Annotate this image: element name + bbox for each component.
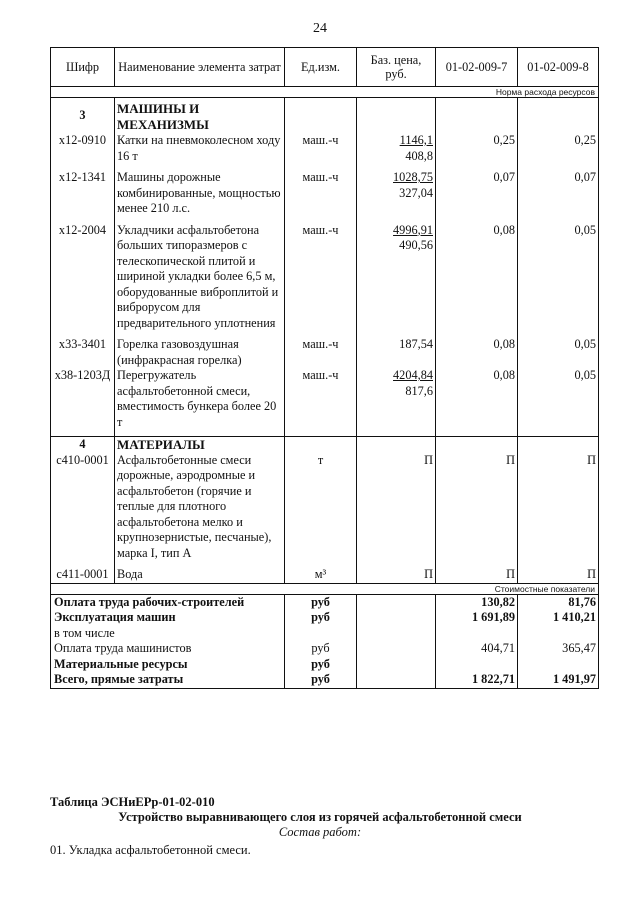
section-title: МАШИНЫ И МЕХАНИЗМЫ [115,98,285,134]
row-value-col1: 0,08 [436,223,518,332]
row-value-col2: П [518,567,599,583]
section-number: 3 [51,98,115,134]
row-price: 187,54 [357,337,436,368]
price-total: 4996,91 [393,222,433,237]
row-value-col2: 0,25 [518,133,599,164]
cost-unit: руб [285,672,357,688]
cost-row [51,641,599,657]
norm-band-label: Норма расхода ресурсов [51,87,599,98]
section-number: 4 [51,436,115,453]
cost-row [51,610,599,626]
row-code: х12-1341 [51,170,115,217]
cost-row [51,626,599,642]
row-unit: маш.-ч [285,170,357,217]
price-wage: 327,04 [399,185,433,200]
price-wage: 408,8 [405,148,433,163]
header-name: Наименование элемента затрат [115,48,285,87]
row-value-col1: 0,08 [436,337,518,368]
table-title: Таблица ЭСНиЕРр-01-02-010 [50,795,215,809]
row-code: х38-1203Д [51,368,115,430]
table-row [51,133,599,164]
cost-name: Всего, прямые затраты [51,672,285,688]
cost-value-col1 [436,657,518,673]
table-row [51,368,599,430]
cost-value-col1: 130,82 [436,594,518,610]
row-value-col1: 0,07 [436,170,518,217]
row-price: П [357,453,436,562]
price-total: 4204,84 [393,368,433,382]
row-unit: маш.-ч [285,337,357,368]
cost-name: Оплата труда машинистов [51,641,285,657]
row-value-col1: 0,25 [436,133,518,164]
cost-row [51,672,599,688]
cost-value-col1: 404,71 [436,641,518,657]
table-header-row [51,48,599,87]
cost-value-col1: 1 822,71 [436,672,518,688]
cost-band-row [51,583,599,594]
table-row [51,453,599,562]
cost-name: Материальные ресурсы [51,657,285,673]
cost-unit: руб [285,657,357,673]
row-price [357,170,436,217]
row-value-col2: П [518,453,599,562]
cost-row [51,657,599,673]
price-wage: 490,56 [399,238,433,252]
row-code: с411-0001 [51,567,115,583]
header-price: Баз. цена, руб. [357,48,436,87]
row-name: Машины дорожные комбинированные, мощностью менее 210 л.с. [115,170,285,217]
cost-unit: руб [285,610,357,626]
header-unit: Ед.изм. [285,48,357,87]
cost-unit: руб [285,641,357,657]
row-price [357,133,436,164]
cost-band-label: Стоимостные показатели [51,583,599,594]
row-unit: маш.-ч [285,223,357,332]
section-title: МАТЕРИАЛЫ [115,436,285,453]
price-total: 1146,1 [399,133,433,147]
row-value-col2: 0,05 [518,337,599,368]
header-col1: 01-02-009-7 [436,48,518,87]
cost-value-col2: 81,76 [518,594,599,610]
row-price [357,368,436,430]
price-wage: 817,6 [405,383,433,398]
row-code: х12-2004 [51,223,115,332]
section-header-row [51,98,599,134]
cost-name: в том числе [51,626,285,642]
row-name: Перегружатель асфальтобетонной смеси, вместимость бункера более 20 т [115,368,285,430]
row-code: х33-3401 [51,337,115,368]
row-unit: м³ [285,567,357,583]
row-value-col1: П [436,567,518,583]
row-name: Катки на пневмоколесном ходу 16 т [115,133,285,164]
cost-value-col1: 1 691,89 [436,610,518,626]
cost-value-col2: 365,47 [518,641,599,657]
row-name: Асфальтобетонные смеси дорожные, аэродромные и асфальтобетон (горячие и теплые для плотного асфальтобетона мелко и крупнозернистые, песчаные), марка I, тип А [115,453,285,562]
row-price: П [357,567,436,583]
table-row [51,337,599,368]
norm-band-row [51,87,599,98]
work-item: 01. Укладка асфальтобетонной смеси. [50,843,251,857]
row-price [357,223,436,332]
row-unit: маш.-ч [285,133,357,164]
row-value-col2: 0,07 [518,170,599,217]
header-col2: 01-02-009-8 [518,48,599,87]
row-unit: т [285,453,357,562]
row-value-col1: П [436,453,518,562]
page-number: 24 [313,21,327,36]
table-subtitle: Устройство выравнивающего слоя из горячей асфальтобетонной смеси [118,810,522,824]
header-code: Шифр [51,48,115,87]
cost-value-col2: 1 491,97 [518,672,599,688]
row-value-col2: 0,05 [518,368,599,430]
row-value-col1: 0,08 [436,368,518,430]
cost-value-col2 [518,657,599,673]
row-name: Вода [115,567,285,583]
row-value-col2: 0,05 [518,223,599,332]
cost-unit: руб [285,594,357,610]
table-row [51,567,599,583]
cost-name: Эксплуатация машин [51,610,285,626]
row-code: х12-0910 [51,133,115,164]
cost-row [51,594,599,610]
price-total: 1028,75 [393,170,433,184]
row-name: Укладчики асфальтобетона больших типоразмеров с телескопической плитой и шириной укладки более 6,5 м, оборудованные виброплитой и виброрусом для предварительного уплотнения [115,223,285,332]
table-row [51,170,599,217]
row-unit: маш.-ч [285,368,357,430]
cost-name: Оплата труда рабочих-строителей [51,594,285,610]
cost-value-col2: 1 410,21 [518,610,599,626]
row-code: с410-0001 [51,453,115,562]
section-header-row [51,436,599,453]
table-row [51,223,599,332]
resource-table [50,47,599,689]
row-name: Горелка газовоздушная (инфракрасная горелка) [115,337,285,368]
composition-label: Состав работ: [278,825,362,839]
